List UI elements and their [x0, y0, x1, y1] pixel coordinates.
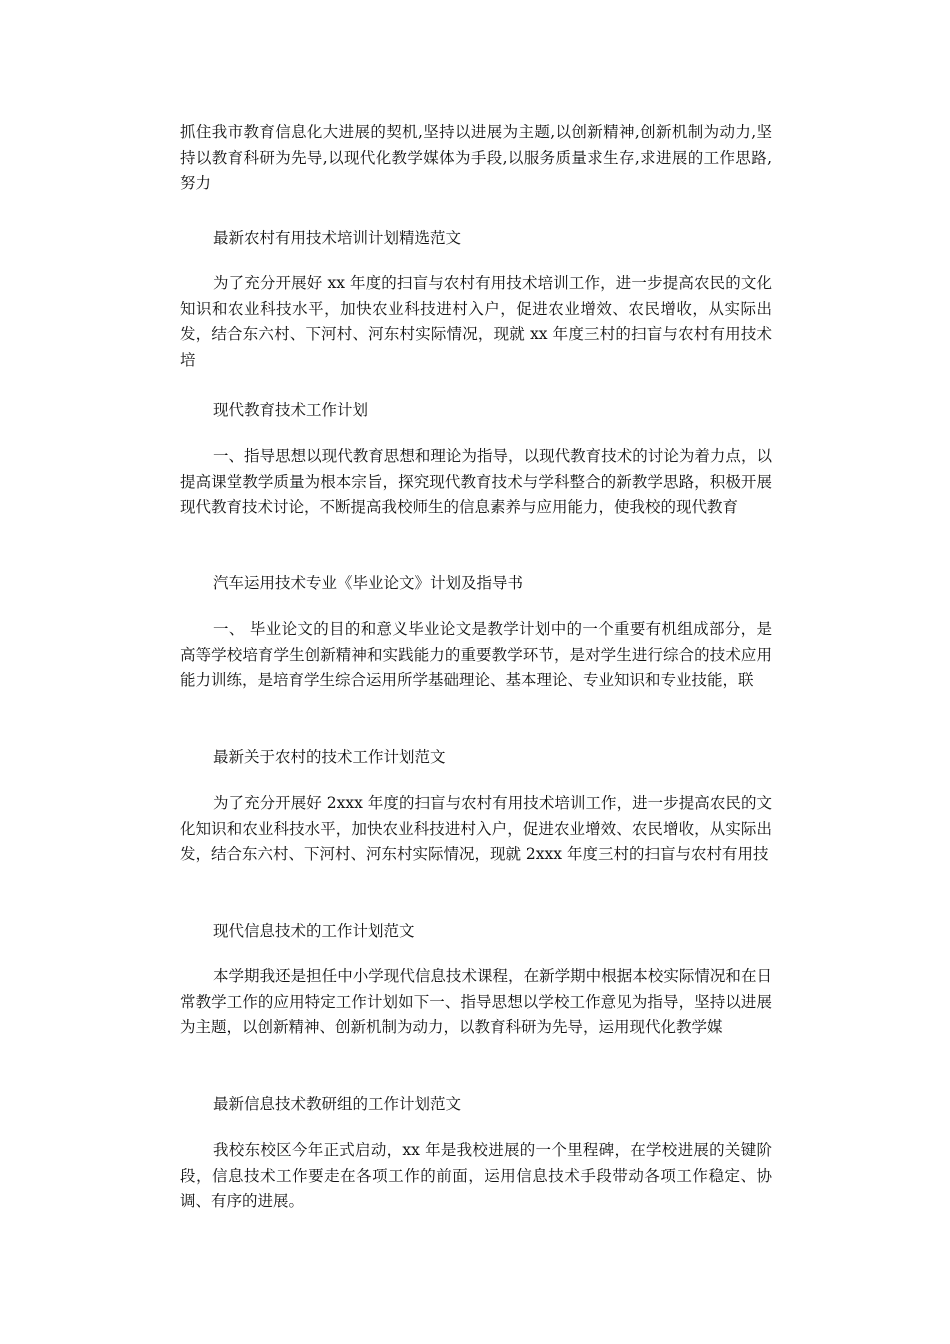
section-title-2: 现代教育技术工作计划: [213, 401, 369, 419]
section-body-4: 为了充分开展好 2xxx 年度的扫盲与农村有用技术培训工作，进一步提高农民的文化知识和农业科技水平，加快农业科技进村入户，促进农业增效、农民增收，从实际出发，结合东六村、下河村、河东村实际情况，现就 2xxx 年度三村的扫盲与农村有用技: [180, 794, 772, 863]
section-title-4: 最新关于农村的技术工作计划范文: [213, 748, 446, 766]
section-title-1: 最新农村有用技术培训计划精选范文: [213, 229, 462, 247]
section-body-5: 本学期我还是担任中小学现代信息技术课程，在新学期中根据本校实际情况和在日常教学工作的应用特定工作计划如下一、指导思想以学校工作意见为指导，坚持以进展为主题，以创新精神、创新机制为动力，以教育科研为先导，运用现代化教学媒: [180, 967, 772, 1036]
section-body-2: 一、指导思想以现代教育思想和理论为指导，以现代教育技术的讨论为着力点，以提高课堂教学质量为根本宗旨，探究现代教育技术与学科整合的新教学思路，积极开展现代教育技术讨论，不断提高我校师生的信息素养与应用能力，使我校的现代教育: [180, 447, 772, 516]
section-title-5: 现代信息技术的工作计划范文: [213, 922, 415, 940]
section-body-1: 为了充分开展好 xx 年度的扫盲与农村有用技术培训工作，进一步提高农民的文化知识和农业科技水平，加快农业科技进村入户，促进农业增效、农民增收，从实际出发，结合东六村、下河村、河东村实际情况，现就 xx 年度三村的扫盲与农村有用技术培: [180, 274, 772, 369]
section-body-6: 我校东校区今年正式启动，xx 年是我校进展的一个里程碑，在学校进展的关键阶段，信息技术工作要走在各项工作的前面，运用信息技术手段带动各项工作稳定、协调、有序的进展。: [180, 1141, 772, 1210]
intro-paragraph: 抓住我市教育信息化大进展的契机,坚持以进展为主题,以创新精神,创新机制为动力,坚持以教育科研为先导,以现代化教学媒体为手段,以服务质量求生存,求进展的工作思路,努力: [180, 123, 772, 192]
section-body-3: 一、 毕业论文的目的和意义毕业论文是教学计划中的一个重要有机组成部分，是高等学校培育学生创新精神和实践能力的重要教学环节，是对学生进行综合的技术应用能力训练，是培育学生综合运用所学基础理论、基本理论、专业知识和专业技能，联: [180, 620, 772, 689]
section-title-3: 汽车运用技术专业《毕业论文》计划及指导书: [213, 574, 524, 592]
section-title-6: 最新信息技术教研组的工作计划范文: [213, 1095, 462, 1113]
